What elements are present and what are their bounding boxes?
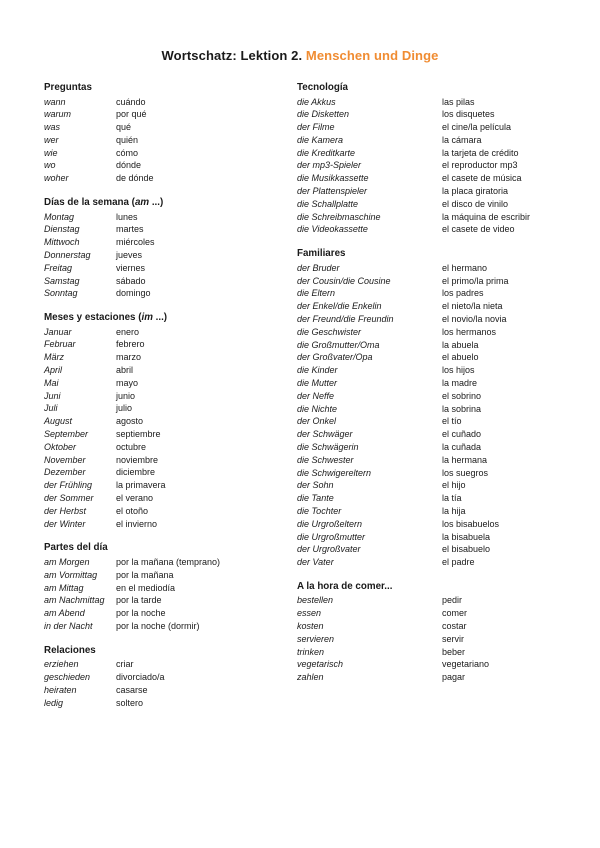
- spanish-translation: por la mañana: [116, 569, 174, 580]
- german-term: erziehen: [44, 659, 79, 670]
- spanish-translation: la hija: [442, 505, 466, 516]
- vocab-row: [297, 658, 577, 671]
- spanish-translation: la cámara: [442, 134, 482, 145]
- spanish-translation: en el mediodía: [116, 582, 176, 593]
- vocab-row: [44, 569, 284, 582]
- vocab-row: [44, 492, 284, 505]
- spanish-translation: la tía: [442, 493, 462, 504]
- german-term: August: [44, 416, 73, 427]
- vocab-row: [44, 364, 284, 377]
- german-term: ledig: [44, 697, 64, 708]
- german-term: wer: [44, 134, 59, 145]
- german-term: der Enkel/die Enkelin: [297, 301, 382, 312]
- vocab-row: [297, 313, 577, 326]
- vocab-row: [297, 518, 577, 531]
- spanish-translation: octubre: [116, 441, 147, 452]
- section-heading-text: Relaciones: [44, 644, 96, 656]
- german-term: servieren: [297, 633, 335, 644]
- section-partes-del-dia: [44, 542, 284, 632]
- section-heading-text: Meses y estaciones (: [44, 312, 142, 324]
- section-heading: [44, 312, 284, 324]
- section-meses-y-estaciones-im: [44, 312, 284, 530]
- section-tecnologia: [297, 82, 577, 236]
- section-heading-end: ...): [149, 197, 164, 209]
- spanish-translation: de dónde: [116, 173, 154, 184]
- spanish-translation: domingo: [116, 288, 151, 299]
- vocab-row: [44, 326, 284, 339]
- vocab-row: [297, 607, 577, 620]
- vocab-row: [44, 390, 284, 403]
- german-term: der Sohn: [297, 480, 334, 491]
- vocab-row: [44, 338, 284, 351]
- vocab-row: [297, 594, 577, 607]
- vocab-row: [297, 543, 577, 556]
- spanish-translation: el cine/la película: [442, 122, 512, 133]
- german-term: Dezember: [44, 467, 86, 478]
- german-term: vegetarisch: [297, 659, 344, 670]
- german-term: der Urgroßvater: [297, 544, 361, 555]
- german-term: die Urgroßmutter: [297, 531, 366, 542]
- german-term: der Schwäger: [297, 429, 353, 440]
- spanish-translation: septiembre: [116, 429, 161, 440]
- german-term: zahlen: [297, 672, 324, 683]
- spanish-translation: el hijo: [442, 480, 466, 491]
- vocab-row: [297, 134, 577, 147]
- spanish-translation: los hijos: [442, 365, 475, 376]
- german-term: der Frühling: [44, 480, 93, 491]
- german-term: Mittwoch: [44, 237, 80, 248]
- section-heading-text: Preguntas: [44, 82, 92, 93]
- spanish-translation: el nieto/la nieta: [442, 301, 503, 312]
- spanish-translation: por la noche: [116, 608, 166, 619]
- spanish-translation: qué: [116, 122, 132, 133]
- vocab-row: [44, 211, 284, 224]
- german-term: am Vormittag: [44, 569, 98, 580]
- spanish-translation: la máquina de escribir: [442, 211, 531, 222]
- spanish-translation: la placa giratoria: [442, 186, 509, 197]
- german-term: die Geschwister: [297, 326, 362, 337]
- vocab-row: [44, 441, 284, 454]
- german-term: der Herbst: [44, 505, 87, 516]
- vocab-row: [44, 556, 284, 569]
- vocab-row: [44, 377, 284, 390]
- german-term: essen: [297, 608, 322, 619]
- spanish-translation: los hermanos: [442, 326, 497, 337]
- vocab-row: [297, 223, 577, 236]
- spanish-translation: julio: [116, 403, 133, 414]
- german-term: die Musikkassette: [297, 173, 369, 184]
- spanish-translation: pagar: [442, 672, 466, 683]
- german-term: die Schwägerin: [297, 441, 359, 452]
- vocab-row: [44, 454, 284, 467]
- german-term: am Abend: [44, 608, 85, 619]
- spanish-translation: agosto: [116, 416, 144, 427]
- spanish-translation: el otoño: [116, 505, 149, 516]
- section-heading-text: Tecnología: [297, 82, 348, 93]
- vocab-row: [44, 147, 284, 160]
- german-term: Juni: [44, 390, 61, 401]
- vocab-row: [44, 518, 284, 531]
- vocab-row: [44, 415, 284, 428]
- vocab-row: [297, 185, 577, 198]
- spanish-translation: junio: [116, 390, 136, 401]
- section-heading: [297, 581, 577, 593]
- vocab-row: [297, 108, 577, 121]
- german-term: die Schreibmaschine: [297, 211, 381, 222]
- section-dias-de-la-semana-am: [44, 197, 284, 300]
- spanish-translation: servir: [442, 633, 464, 644]
- vocab-row: [297, 620, 577, 633]
- german-term: Oktober: [44, 441, 77, 452]
- vocab-row: [297, 492, 577, 505]
- german-term: heiraten: [44, 684, 77, 695]
- spanish-translation: la cuñada: [442, 441, 482, 452]
- vocab-row: [297, 300, 577, 313]
- vocab-row: [297, 531, 577, 544]
- vocab-row: [297, 147, 577, 160]
- section-heading-italic: am: [134, 197, 150, 209]
- german-term: der Bruder: [297, 262, 340, 273]
- section-heading: [44, 542, 284, 554]
- vocab-row: [297, 275, 577, 288]
- vocab-row: [44, 594, 284, 607]
- spanish-translation: marzo: [116, 352, 142, 363]
- section-a-la-hora-de-comer: [297, 581, 577, 684]
- vocab-row: [297, 454, 577, 467]
- spanish-translation: la abuela: [442, 339, 479, 350]
- german-term: der Plattenspieler: [297, 186, 368, 197]
- vocab-row: [44, 134, 284, 147]
- german-term: Januar: [44, 326, 72, 337]
- spanish-translation: por la tarde: [116, 595, 162, 606]
- section-heading: [44, 197, 284, 209]
- german-term: die Schwigereltern: [297, 467, 372, 478]
- vocab-row: [44, 402, 284, 415]
- german-term: bestellen: [297, 595, 334, 606]
- german-term: der Filme: [297, 122, 335, 133]
- vocab-row: [297, 262, 577, 275]
- spanish-translation: el cuñado: [442, 429, 482, 440]
- spanish-translation: divorciado/a: [116, 671, 165, 682]
- german-term: am Mittag: [44, 582, 84, 593]
- german-term: die Kreditkarte: [297, 147, 356, 158]
- vocab-row: [44, 108, 284, 121]
- german-term: März: [44, 352, 64, 363]
- section-preguntas: [44, 82, 284, 185]
- spanish-translation: viernes: [116, 262, 146, 273]
- german-term: der Winter: [44, 518, 86, 529]
- vocab-row: [44, 505, 284, 518]
- spanish-translation: mayo: [116, 377, 139, 388]
- vocab-row: [297, 172, 577, 185]
- vocab-row: [44, 428, 284, 441]
- vocab-row: [44, 582, 284, 595]
- section-heading-end: ...): [152, 312, 168, 324]
- title-accent: Menschen und Dinge: [305, 48, 439, 63]
- vocab-row: [297, 428, 577, 441]
- spanish-translation: el abuelo: [442, 352, 479, 363]
- german-term: kosten: [297, 620, 324, 631]
- german-term: wann: [44, 96, 66, 107]
- spanish-translation: el disco de vinilo: [442, 198, 509, 209]
- vocab-row: [297, 633, 577, 646]
- vocab-row: [44, 275, 284, 288]
- german-term: die Kamera: [297, 134, 344, 145]
- spanish-translation: lunes: [116, 211, 138, 222]
- vocab-row: [297, 467, 577, 480]
- spanish-translation: los disquetes: [442, 109, 495, 120]
- section-familiares: [297, 248, 577, 569]
- spanish-translation: jueves: [116, 249, 143, 260]
- right-column: [297, 82, 577, 696]
- german-term: die Disketten: [297, 109, 350, 120]
- german-term: November: [44, 454, 86, 465]
- german-term: die Schallplatte: [297, 198, 359, 209]
- vocab-row: [44, 466, 284, 479]
- german-term: der mp3-Spieler: [297, 160, 362, 171]
- german-term: wie: [44, 147, 58, 158]
- vocab-row: [297, 403, 577, 416]
- german-term: die Urgroßeltern: [297, 518, 363, 529]
- section-heading-text: A la hora de comer...: [297, 580, 393, 592]
- vocab-row: [297, 287, 577, 300]
- german-term: am Morgen: [44, 556, 90, 567]
- vocab-row: [297, 326, 577, 339]
- german-term: Samstag: [44, 275, 80, 286]
- section-heading: [297, 82, 577, 94]
- title-main: Wortschatz: Lektion 2.: [161, 48, 303, 63]
- german-term: trinken: [297, 646, 325, 657]
- german-term: die Kinder: [297, 365, 338, 376]
- spanish-translation: criar: [116, 659, 134, 670]
- spanish-translation: el hermano: [442, 262, 488, 273]
- vocab-row: [44, 96, 284, 109]
- spanish-translation: vegetariano: [442, 659, 490, 670]
- vocab-row: [44, 262, 284, 275]
- german-term: Dienstag: [44, 224, 80, 235]
- spanish-translation: la bisabuela: [442, 531, 491, 542]
- german-term: der Großvater/Opa: [297, 352, 373, 363]
- german-term: der Cousin/die Cousine: [297, 275, 391, 286]
- spanish-translation: por la mañana (temprano): [116, 556, 221, 567]
- spanish-translation: los suegros: [442, 467, 489, 478]
- german-term: die Tante: [297, 493, 334, 504]
- spanish-translation: enero: [116, 326, 140, 337]
- section-heading-text: Familiares: [297, 248, 346, 260]
- german-term: Sonntag: [44, 288, 78, 299]
- german-term: woher: [44, 173, 69, 184]
- vocab-row: [297, 479, 577, 492]
- vocab-row: [297, 556, 577, 569]
- german-term: in der Nacht: [44, 620, 93, 631]
- spanish-translation: diciembre: [116, 467, 156, 478]
- spanish-translation: noviembre: [116, 454, 159, 465]
- vocab-row: [297, 377, 577, 390]
- vocab-row: [44, 249, 284, 262]
- german-term: am Nachmittag: [44, 595, 105, 606]
- german-term: Mai: [44, 377, 59, 388]
- spanish-translation: el padre: [442, 557, 475, 568]
- section-relaciones: [44, 645, 284, 710]
- section-heading-text: Días de la semana (: [44, 197, 135, 209]
- section-heading: [297, 248, 577, 260]
- german-term: die Schwester: [297, 454, 354, 465]
- german-term: September: [44, 429, 89, 440]
- spanish-translation: las pilas: [442, 96, 475, 107]
- german-term: warum: [44, 109, 72, 120]
- spanish-translation: el casete de música: [442, 173, 522, 184]
- spanish-translation: el tío: [442, 416, 462, 427]
- spanish-translation: el casete de video: [442, 224, 515, 235]
- spanish-translation: la sobrina: [442, 403, 482, 414]
- spanish-translation: cómo: [116, 147, 139, 158]
- spanish-translation: por qué: [116, 109, 147, 120]
- vocab-row: [44, 287, 284, 300]
- vocab-row: [297, 415, 577, 428]
- vocab-row: [297, 121, 577, 134]
- spanish-translation: el reproductor mp3: [442, 160, 518, 171]
- german-term: Freitag: [44, 262, 73, 273]
- vocab-row: [44, 479, 284, 492]
- section-heading: [44, 82, 284, 94]
- spanish-translation: comer: [442, 608, 468, 619]
- vocab-row: [297, 351, 577, 364]
- spanish-translation: el invierno: [116, 518, 158, 529]
- spanish-translation: cuándo: [116, 96, 146, 107]
- german-term: die Mutter: [297, 377, 338, 388]
- vocab-row: [44, 172, 284, 185]
- german-term: der Vater: [297, 557, 334, 568]
- german-term: die Eltern: [297, 288, 336, 299]
- vocab-row: [297, 211, 577, 224]
- vocab-row: [44, 121, 284, 134]
- german-term: Februar: [44, 339, 76, 350]
- vocab-row: [44, 351, 284, 364]
- vocab-row: [44, 223, 284, 236]
- vocab-row: [297, 198, 577, 211]
- vocab-row: [297, 441, 577, 454]
- page-title: [0, 48, 600, 63]
- spanish-translation: abril: [116, 365, 134, 376]
- spanish-translation: el verano: [116, 493, 154, 504]
- vocab-row: [297, 364, 577, 377]
- spanish-translation: febrero: [116, 339, 145, 350]
- section-heading-italic: im: [141, 312, 153, 324]
- vocab-row: [44, 236, 284, 249]
- german-term: der Sommer: [44, 493, 94, 504]
- spanish-translation: por la noche (dormir): [116, 620, 200, 631]
- german-term: die Tochter: [297, 505, 342, 516]
- vocab-row: [297, 390, 577, 403]
- spanish-translation: costar: [442, 620, 467, 631]
- vocab-row: [297, 505, 577, 518]
- vocab-row: [44, 159, 284, 172]
- german-term: was: [44, 122, 61, 133]
- spanish-translation: quién: [116, 134, 139, 145]
- spanish-translation: soltero: [116, 697, 144, 708]
- spanish-translation: sábado: [116, 275, 146, 286]
- spanish-translation: la madre: [442, 377, 478, 388]
- german-term: die Videokassette: [297, 224, 368, 235]
- spanish-translation: miércoles: [116, 237, 155, 248]
- spanish-translation: los bisabuelos: [442, 518, 500, 529]
- spanish-translation: el novio/la novia: [442, 313, 507, 324]
- spanish-translation: casarse: [116, 684, 148, 695]
- vocab-row: [297, 159, 577, 172]
- german-term: Juli: [44, 403, 58, 414]
- spanish-translation: la primavera: [116, 480, 166, 491]
- vocab-row: [297, 96, 577, 109]
- spanish-translation: el bisabuelo: [442, 544, 491, 555]
- vocab-row: [44, 620, 284, 633]
- german-term: der Freund/die Freundin: [297, 313, 394, 324]
- spanish-translation: la tarjeta de crédito: [442, 147, 519, 158]
- spanish-translation: dónde: [116, 160, 142, 171]
- vocab-row: [297, 339, 577, 352]
- german-term: die Großmutter/Oma: [297, 339, 380, 350]
- german-term: Montag: [44, 211, 75, 222]
- vocab-row: [44, 684, 284, 697]
- vocab-row: [44, 607, 284, 620]
- vocab-row: [297, 671, 577, 684]
- vocab-row: [44, 671, 284, 684]
- left-column: [44, 82, 284, 721]
- german-term: die Nichte: [297, 403, 338, 414]
- spanish-translation: los padres: [442, 288, 484, 299]
- spanish-translation: el primo/la prima: [442, 275, 509, 286]
- vocab-row: [297, 646, 577, 659]
- spanish-translation: beber: [442, 646, 466, 657]
- vocab-row: [44, 658, 284, 671]
- german-term: die Akkus: [297, 96, 336, 107]
- spanish-translation: martes: [116, 224, 144, 235]
- german-term: geschieden: [44, 671, 91, 682]
- spanish-translation: el sobrino: [442, 390, 482, 401]
- vocab-row: [44, 697, 284, 710]
- section-heading-text: Partes del día: [44, 542, 108, 554]
- spanish-translation: la hermana: [442, 454, 488, 465]
- german-term: Donnerstag: [44, 249, 91, 260]
- german-term: wo: [44, 160, 56, 171]
- spanish-translation: pedir: [442, 595, 463, 606]
- german-term: April: [44, 365, 63, 376]
- german-term: der Onkel: [297, 416, 337, 427]
- section-heading: [44, 645, 284, 657]
- german-term: der Neffe: [297, 390, 335, 401]
